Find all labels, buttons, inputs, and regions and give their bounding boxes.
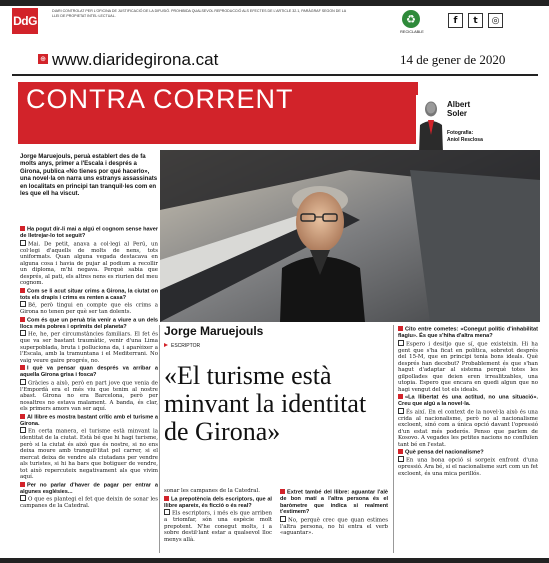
interview-answer: És així. En el context de la novel·la això és una crida al nacionalisme, però no al nacionalisme excloent, sinó com a única opció davant l'opressió d'un estat més poderós. Penso que parlem de Kosovo. A vegades les petites nacions no confluïen tant bé en l'estat. [398,409,538,448]
recycle-label: RECICLABLE [400,30,424,34]
bottom-black-bar [0,558,549,563]
interview-question: I què va pensar quan després va arribar a aquella Girona grisa i fosca? [20,365,158,378]
website-url[interactable]: www.diaridegirona.cat [52,50,219,69]
issue-date: 14 de gener de 2020 [400,52,506,67]
column-divider [159,325,160,553]
interview-question: Com és que un peruà tria venir a viure a un dels llocs més pobres i oprimits del planeta? [20,317,158,330]
interview-answer: Mai. De petit, anava a col·legi al Perú, un col·legi d'aquells de molts de nens, tots uniformats. Quan alguna vegada destacava en alguna cosa i havia de pujar al podium a recollir un diploma, m'hi negava. Perquè sabia que després, al pati, els altres nens es riurien del meu cognom. [20,241,158,286]
interview-answer: Els escriptors, i més els que arriben a triomfar, són una espècie molt prepotent. N'he conegut molts, i a sobre destil·lant estar a qualsevol lloc menys allà. [164,510,272,543]
interviewee-photo [160,150,540,322]
author-name: Albert Soler [447,100,471,118]
newspaper-logo[interactable]: DdG [12,8,38,34]
interview-question: Extret també del llibre: aguantar l'alè de bon matí a l'altra persona és el baròmetre que indica si realment t'estimem? [280,489,388,515]
interview-column-4 [398,325,538,557]
legal-fineprint: DIARI CONTROLAT PER L'OFICINA DE JUSTIFICACIÓ DE LA DIFUSIÓ. PROHIBIDA QUALSEVOL REPRODUCCIÓ ALS EFECTES DE L'ARTICLE 32.1, PARÀGRAF SEGON DE LA LLEI DE PROPIETAT INTEL·LECTUAL. [52,9,346,18]
pull-quote: «El turisme està minvant la identitat de Girona» [164,361,367,446]
interview-question: La prepotència dels escriptors, que al llibre apareix, és ficció o és real? [164,496,272,509]
section-title: CONTRA CORRENT [26,84,294,114]
masthead-rule [12,74,538,76]
interview-answer: En certa manera, el turisme està minvant la identitat de la ciutat. Està bé que hi hagi turisme, però si la ciutat és això que és nostre, si no ens deixa moure amb tranquil·litat pel carrer, si el mercat deixa de vendre als ciutadans per vendre als turistes, si hi ha bars que botiguer de vendre, tot això repercuteix negativament als que vivim aquí. [20,428,158,480]
interview-column-1 [20,225,158,557]
intro-paragraph: Jorge Maruejouls, peruà establert des de fa molts anys, primer a l'Escala i després a Girona, publica «No tienes por qué hacerlo», una novel·la on narra uns estranys assassinats en localitats en principi tan tranquil·les com en les que ell ha viscut. [20,153,158,198]
globe-icon: ⊕ [38,54,48,64]
interview-answer: Gràcies a això, però en part jove que venia de l'Empordà era el més viu que tenim al nostre abast. Girona no era Barcelona, però per nosaltres no estava malament. A banda, és clar, els primers amors van ser aquí. [20,380,158,412]
interview-question: Per no parlar d'haver de pagar per entrar a algunes esglésies... [20,482,158,495]
interview-answer: No, perquè crec que quan estimes l'altra persona, no hi entra el verb «aguantar». [280,517,388,536]
interview-question: Cito entre cometes: «Conegut polític d'inhabilitat flagiu». És que s'hiha d'altra mena? [398,326,538,339]
social-icons [448,13,503,28]
photo-credit: Fotografia: Aniol Resclosa [447,130,483,143]
interview-question: «La llibertat és una actitud, no una situació». Creu que algú a la novel·la. [398,394,538,407]
interview-answer: En una bona opció si sorgeix enfront d'una opressió. Ara bé, si el nacionalisme surt com un fet excloent, és una mica perillós. [398,457,538,477]
column-divider [393,325,394,553]
interview-question: Al llibre es mostra bastant crític amb el turisme a Girona. [20,414,158,427]
facebook-icon[interactable]: f [448,13,463,28]
interview-question: Què pensa del nacionalisme? [398,449,538,456]
interview-answer: O que es plantegi el fet que deixin de sonar les campanes de la Catedral. [20,496,158,509]
interview-column-3 [280,488,388,558]
top-black-bar [0,0,549,6]
interview-answer: Bé, però tingui en compte que els crims a Girona no tenen per què ser tan dolents. [20,302,158,315]
instagram-icon[interactable]: ◎ [488,13,503,28]
interviewee-name: Jorge Maruejouls [164,324,264,338]
interview-answer: Espero i desitjo que sí, que existeixin. Hi ha gent que s'ha ficat en política, sobretot després del 15-M, que en principi tenia bons ideals. Què després han decebut? Probablement és que s'han hagut d'adaptar al sistema perquè totes les gilpollades que deien eren irrealitzables, una utopia. Espero que encara en quedi algun que no hagi vengut del tot els ideals. [398,341,538,393]
interview-answer: He, he, per circumstàncies familiars. El fet és que va ser bastant traumàtic, venir d'una Lima superpoblada, bruta i polluciona da, i aparèixer a l'Escala, amb la tramuntana i el Mediterrani. No vaig veure gaire progrés, no. [20,331,158,364]
interview-question: Com se li acut situar crims a Girona, la ciutat on tots els drapis i crims es renten a casa? [20,288,158,301]
twitter-icon[interactable]: t [468,13,483,28]
interviewee-role: ESCRIPTOR [164,343,200,349]
recycle-icon: ♻ [402,10,420,28]
author-portrait [416,95,446,153]
interview-column-2 [164,488,272,558]
interview-question: Ha pogut dir-li mai a algú el cognom sense haver de lletrejar-lo tot seguit? [20,226,158,239]
interview-answer: sonar les campanes de la Catedral. [164,488,260,494]
